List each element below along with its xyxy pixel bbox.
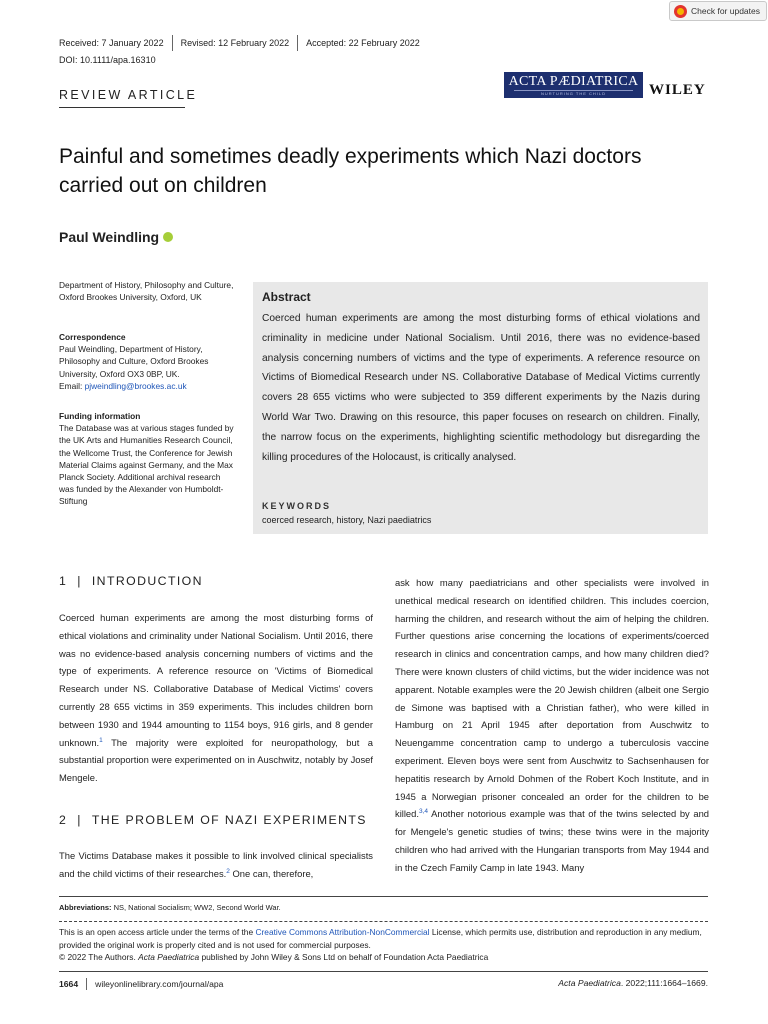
footer-rule [59,896,708,897]
footer-dashed-rule [59,921,708,922]
abstract-heading: Abstract [262,290,311,304]
affiliation: Department of History, Philosophy and Culture, Oxford Brookes University, Oxford, UK [59,280,234,303]
section-2-text-b: One can, therefore, [229,867,314,879]
correspondence-block [59,331,234,392]
section-1-text-a: Coerced human experiments are among the most disturbing forms of ethical violations and criminality under National Socialism. Until 2016, there was no evidence-based analysis concerning numbers of victims and the type of experiments. A reference resource on 'Victims of Biomedical Research under NS. Collaborative Database of Medical Victims' covers currently 28 655 victims in 359 experiments. This includes children born between 1930 and 1944 amounting to 1154 boys, 916 girls, and 8 gender unknown. [59,612,373,748]
author-name[interactable]: Paul Weindling [59,229,160,245]
page-footer-rule [59,971,708,972]
article-type-underline [59,107,185,108]
copyright-text-a: © 2022 The Authors. [59,952,139,962]
title-line-2: carried out on children [59,174,267,197]
license-text-b: License, which permits use, distribution and reproduction in any medium, provided the original work is properly cited and is not used for commercial purposes. [59,927,702,950]
doi-link[interactable]: DOI: 10.1111/apa.16310 [59,55,156,65]
accepted-date: Accepted: 22 February 2022 [306,38,420,48]
abbreviations-label: Abbreviations: [59,903,112,912]
journal-tagline: NURTURING THE CHILD [514,90,633,95]
citation [540,978,708,988]
citation-details: . 2022;111:1664–1669. [620,978,708,988]
abbreviations-text: NS, National Socialism; WW2, Second World War. [111,903,281,912]
section-2-paragraph [59,847,373,883]
divider [86,978,87,990]
section-1-number: 1 [59,574,68,588]
revised-date: Revised: 12 February 2022 [180,38,290,48]
reference-1-link[interactable]: 1 [99,736,103,744]
section-separator: | [77,813,82,827]
license-notice [59,926,719,964]
crossmark-icon [674,5,687,18]
abstract-text: Coerced human experiments are among the most disturbing forms of ethical violations and criminality in medicine under National Socialism. Until 2016, there was no evidence-based analysis concerning numbers of victims and the type of experiments. A reference resource on Victims of Biomedical Research under NS. Collaborative Database of Medical Victims currently covers 28 655 victims who were subjected to 359 different experiments by the Nazis during World War Two. Drawing on this resource, this paper focuses on research on children. Finally, the narrow focus on the experiments, highlighting scientific methodology but disregarding the killing procedures of the Holocaust, is critically analysed. [262,313,700,463]
page-number: 1664 [59,979,79,989]
right-column-text-a: ask how many paediatricians and other specialists were involved in unethical medical research on identified children. This includes coercion, harming the children, and research without the aim of helping the children. Further questions arise concerning the locations of experiments/coerced research in clinics and concentration camps, and how many children died? There were known clusters of child victims, but the wider incidence was not apparent. Notable examples were the 20 Jewish children (albeit one Sergio de Simone was baptised with a Christian father), who were killed in Hamburg on 21 April 1945 after deportation from Auschwitz to Neuengamme concentration camp to undergo a tuberculosis vaccine experiment. Eleven boys were sent from Auschwitz to Sachsenhausen for hepatitis research by Arnold Dohmen of the Robert Koch Institute, and in 1945 a Norwegian prisoner concealed an order for the children to be killed. [395,577,709,820]
citation-journal: Acta Paediatrica [558,978,621,988]
publisher-logo: WILEY [649,82,706,98]
article-title [59,142,719,200]
article-type: REVIEW ARTICLE [59,88,198,102]
section-2-heading [59,813,367,827]
section-separator: | [77,574,82,588]
right-column-paragraph [395,574,709,877]
keywords-heading: KEYWORDS [262,501,332,511]
license-link[interactable]: Creative Commons Attribution-NonCommercial [255,927,430,937]
email-label: Email: [59,380,83,391]
copyright-text-b: published by John Wiley & Sons Ltd on behalf of Foundation Acta Paediatrica [199,952,489,962]
orcid-icon[interactable] [163,232,173,242]
section-1-paragraph [59,609,373,787]
keywords-text: coerced research, history, Nazi paediatrics [262,515,432,525]
section-2-text-a: The Victims Database makes it possible to link involved clinical specialists and the child victims of their researches. [59,850,373,879]
journal-logo [504,72,643,98]
section-1-title: INTRODUCTION [91,574,203,588]
page-footer [59,978,223,990]
funding-heading: Funding information [59,411,141,421]
correspondence-text: Paul Weindling, Department of History, Philosophy and Culture, Oxford Brookes University, Oxford OX3 0BP, UK. [59,344,209,379]
journal-name: ACTA PÆDIATRICA [508,74,639,89]
section-1-text-b: The majority were exploited for neuropathology, but a substantial proportion were experimented on in Auschwitz, notably by Josef Mengele. [59,736,373,784]
check-for-updates-button[interactable] [669,1,767,21]
abbreviations [59,903,281,912]
section-1-heading [59,574,203,588]
article-dates [59,34,420,52]
funding-text: The Database was at various stages funded by the UK Arts and Humanities Research Council, the Wellcome Trust, the Conference for Jewish Material Claims against Germany, and the Max Planck Society. Additional archival research was funded by the Alexander von Humboldt-Stiftung [59,423,234,507]
author-line [59,229,173,245]
correspondence-heading: Correspondence [59,332,126,342]
right-column-text-b: Another notorious example was that of the twins selected by and for Mengele's genetic studies of twins; these twins were in the majority children who had arrived with the Hungarian transports from May 1944 and in the Czech Family Camp in late 1943. Many [395,808,709,873]
divider [172,35,173,51]
section-2-title: THE PROBLEM OF NAZI EXPERIMENTS [91,813,367,827]
title-line-1: Painful and sometimes deadly experiments which Nazi doctors [59,145,642,168]
received-date: Received: 7 January 2022 [59,38,164,48]
divider [297,35,298,51]
funding-block [59,410,234,508]
reference-2-link[interactable]: 2 [226,867,230,875]
check-for-updates-label: Check for updates [691,6,760,16]
license-text-a: This is an open access article under the terms of the [59,927,256,937]
section-2-number: 2 [59,813,68,827]
abstract-box [253,282,708,534]
reference-3-4-link[interactable]: 3,4 [418,808,429,816]
journal-site-link[interactable]: wileyonlinelibrary.com/journal/apa [95,979,224,989]
copyright-journal: Acta Paediatrica [138,952,200,962]
email-link[interactable]: pjweindling@brookes.ac.uk [84,380,187,391]
